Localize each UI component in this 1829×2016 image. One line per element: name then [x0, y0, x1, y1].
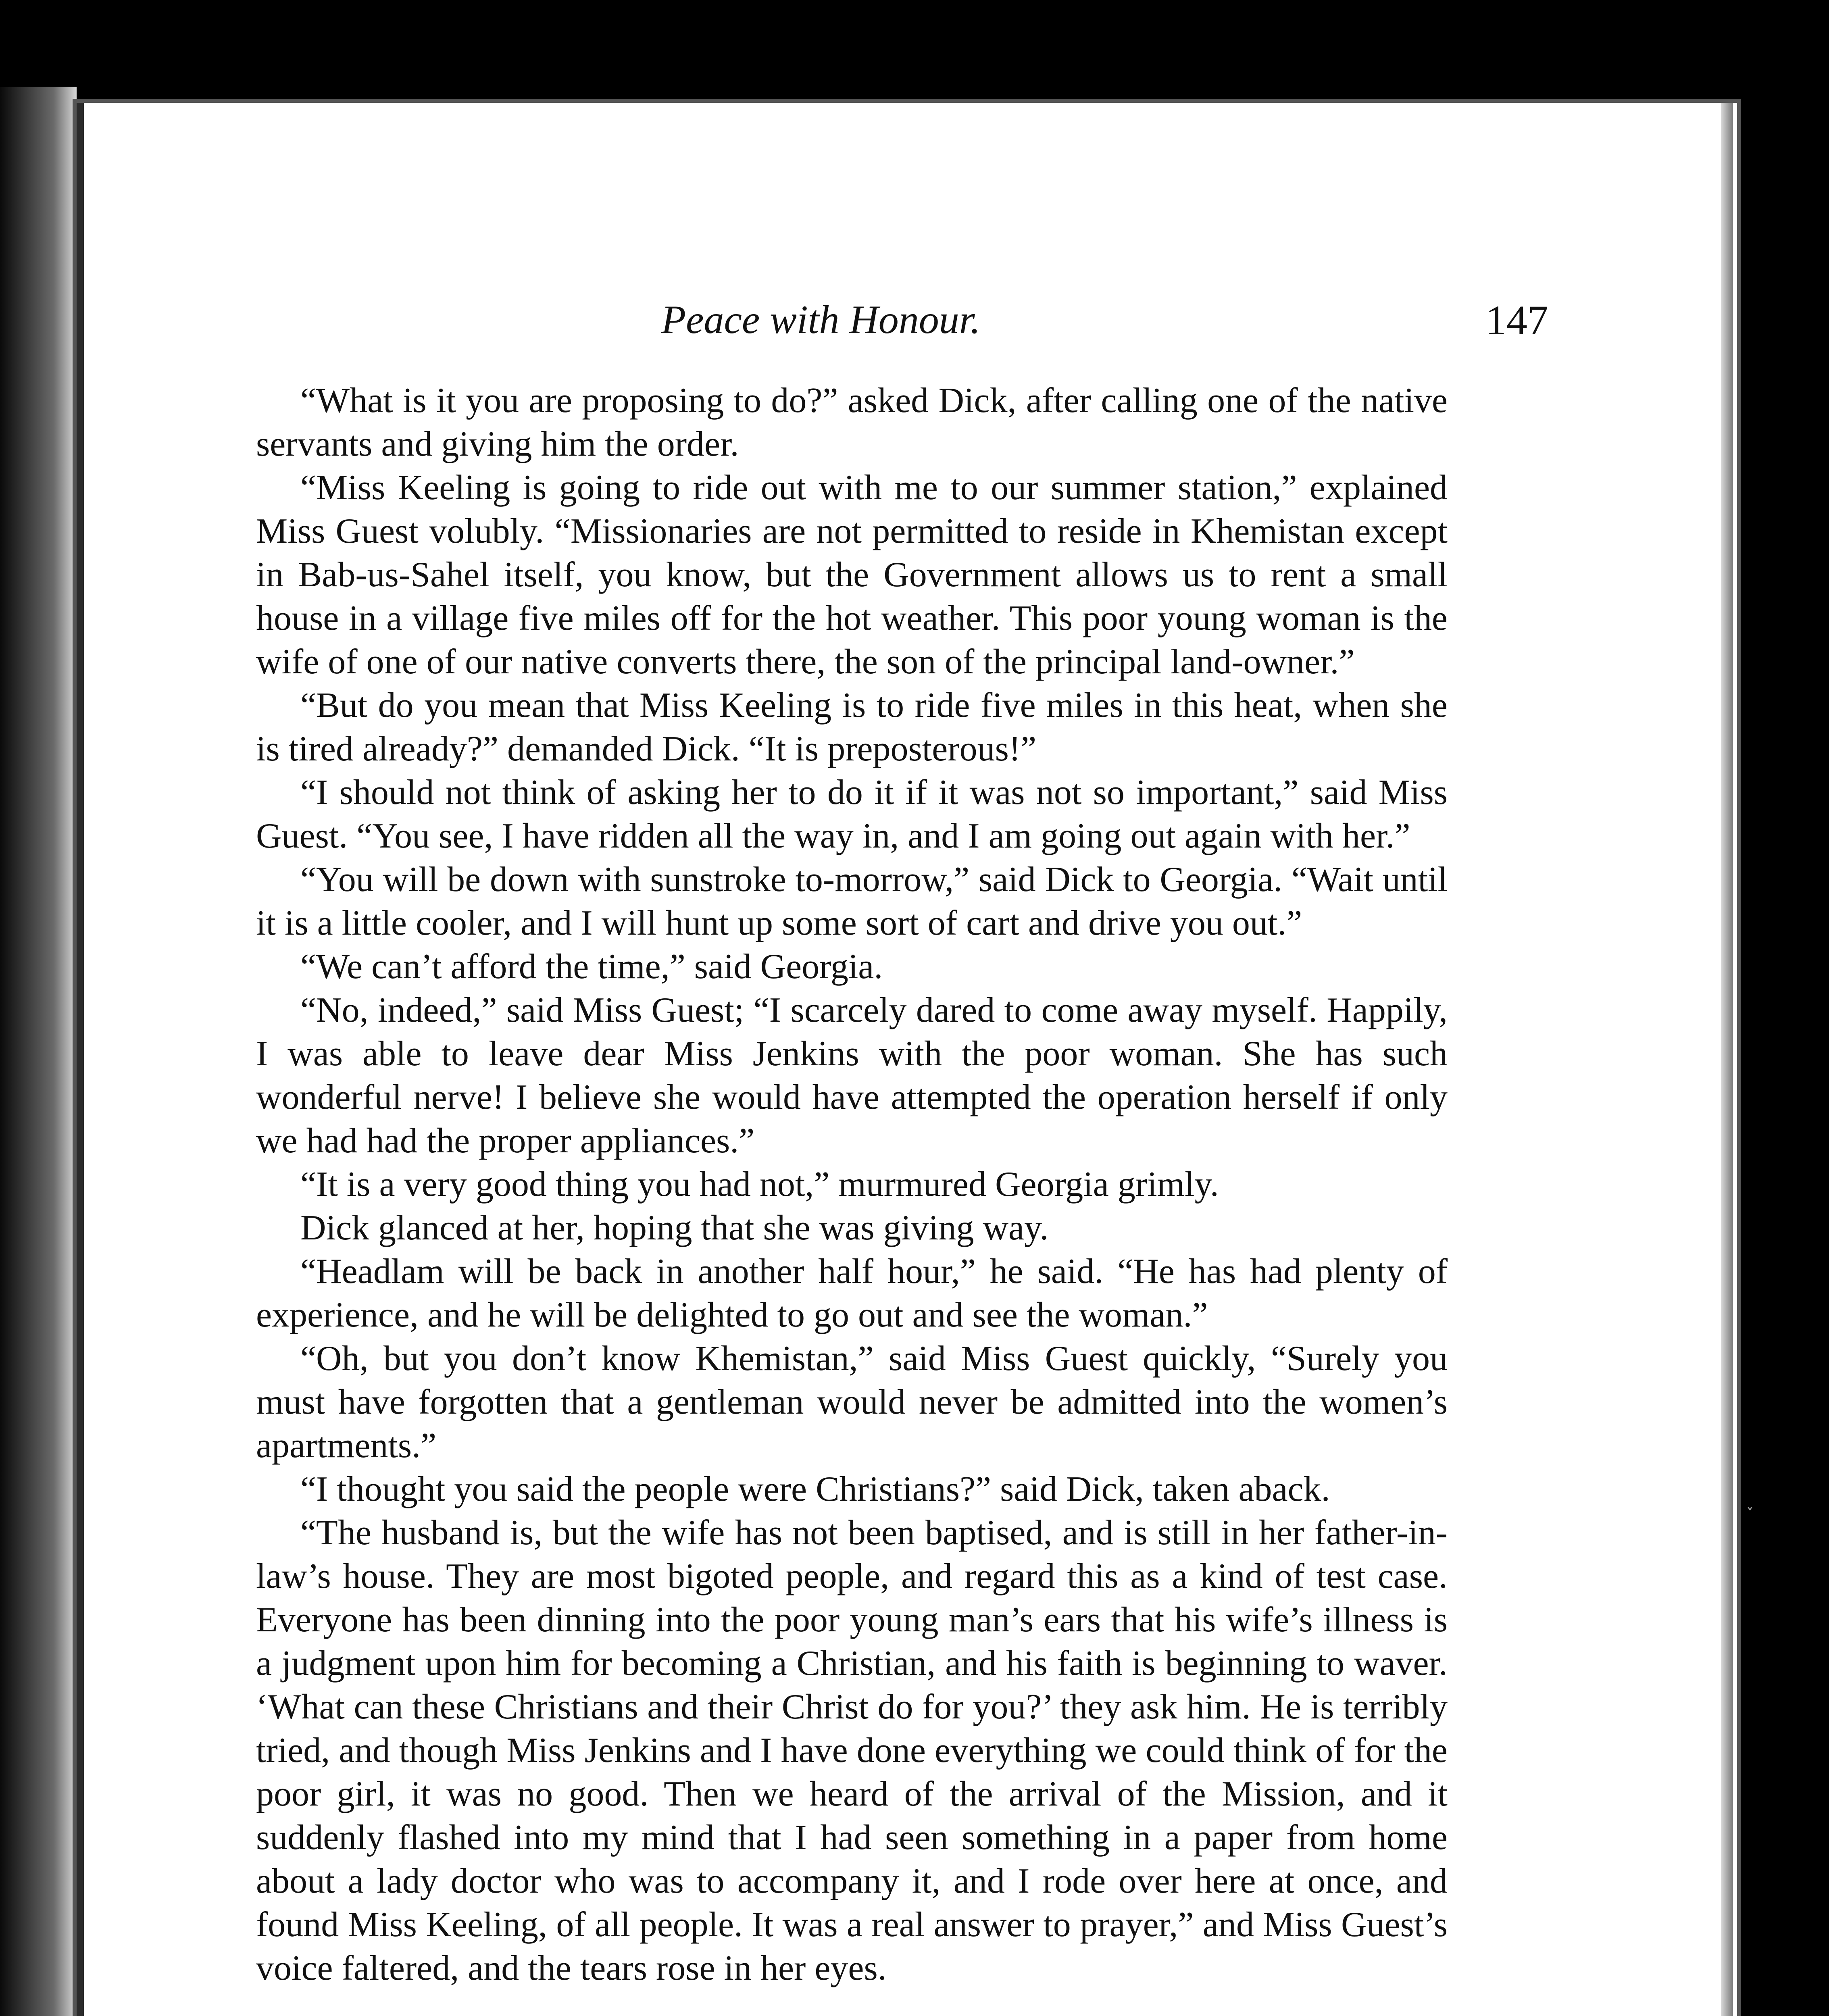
facing-page-edge — [0, 87, 77, 2016]
paragraph: “Miss Keeling is going to ride out with me to our summer station,” explained Miss Guest volubly. “Missionaries are not permitted to reside in Khemistan except in Bab-us-Sahel itself, you know, but the Government allows us to rent a small house in a village five miles off for the hot weather. This poor young woman is the wife of one of our native converts there, the son of the principal land-owner.” — [256, 468, 1448, 681]
paragraph: “You will be down with sunstroke to-morrow,” said Dick to Georgia. “Wait until it is a little cooler, and I will hunt up some sort of cart and drive you out.” — [256, 860, 1448, 943]
paragraph: Dick glanced at her, hoping that she was giving way. — [300, 1208, 1049, 1248]
running-title: Peace with Honour. — [661, 297, 981, 342]
scan-mark: ˯ — [1746, 1484, 1754, 1512]
paragraph: “I thought you said the people were Christians?” said Dick, taken aback. — [300, 1470, 1330, 1509]
paragraph: “We can’t afford the time,” said Georgia. — [300, 947, 883, 986]
paragraph: “I should not think of asking her to do it if it was not so important,” said Miss Guest. “You see, I have ridden all the way in, and I am going out again with her.” — [256, 773, 1448, 856]
paragraph: “But do you mean that Miss Keeling is to ride five miles in this heat, when she is tired already?” demanded Dick. “It is preposterous!” — [256, 686, 1448, 768]
paragraph: “The husband is, but the wife has not been baptised, and is still in her father-in-law’s house. They are most bigoted people, and regard this as a kind of test case. Everyone has been dinning into the poor young man’s ears that his wife’s illness is a judgment upon him for becoming a Christian, and his faith is beginning to waver. ‘What can these Christians and their Christ do for you?’ they ask him. He is terribly tried, and though Miss Jenkins and I have done everything we could think of for the poor girl, it was no good. Then we heard of the arrival of the Mission, and it suddenly flashed into my mind that I had seen something in a paper from home about a lady doctor who was to accompany it, and I rode over here at once, and found Miss Keeling, of all people. It was a real answer to prayer,” and Miss Guest’s voice faltered, and the tears rose in her eyes. — [256, 1513, 1448, 1988]
paragraph: “What is it you are proposing to do?” asked Dick, after calling one of the native servants and giving him the order. — [256, 381, 1448, 464]
paragraph: “Headlam will be back in another half hour,” he said. “He has had plenty of experience, and he will be delighted to go out and see the woman.” — [256, 1252, 1448, 1335]
page-text — [256, 379, 1448, 1990]
page-header — [661, 296, 1548, 353]
page-number: 147 — [1485, 297, 1548, 344]
paragraph: “No, indeed,” said Miss Guest; “I scarcely dared to come away myself. Happily, I was able to leave dear Miss Jenkins with the poor woman. She has such wonderful nerve! I believe she would have attempted the operation herself if only we had had the proper appliances.” — [256, 991, 1448, 1160]
paragraph: “It is a very good thing you had not,” murmured Georgia grimly. — [300, 1165, 1219, 1204]
page-edge-shadow — [1721, 103, 1733, 2016]
paragraph: “Oh, but you don’t know Khemistan,” said Miss Guest quickly, “Surely you must have forgotten that a gentleman would never be admitted into the women’s apartments.” — [256, 1339, 1448, 1465]
